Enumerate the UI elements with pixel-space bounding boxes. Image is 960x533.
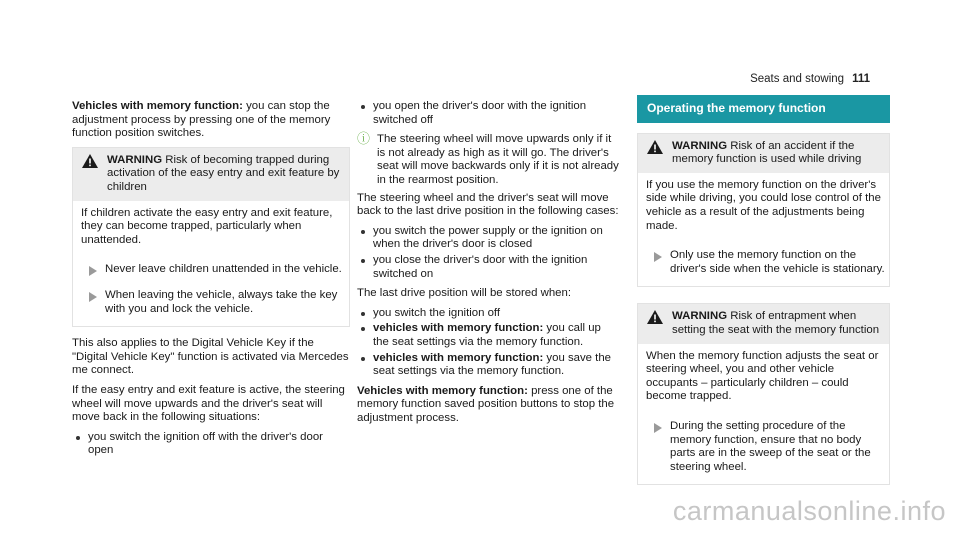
list-item (357, 254, 619, 281)
header-title: Seats and stowing (750, 73, 845, 85)
warning-body: When the memory function adjusts the seat or steering wheel, you and other vehicle occupants – particularly children – could become trapped. (646, 349, 879, 403)
warning-triangle-icon (82, 154, 98, 168)
warning-label: WARNING (672, 310, 728, 323)
warning-header (638, 134, 889, 173)
warning-triangle-icon (647, 140, 663, 154)
step-text: When leaving the vehicle, always take the key with you and lock the vehicle. (105, 288, 338, 315)
info-note-icon: ⓘ (357, 131, 371, 147)
list-item-text: you open the driver's door with the ignition switched off (373, 100, 587, 126)
list-item-bold: vehicles with memory function: (373, 322, 544, 335)
list-item-text: you switch the power supply or the ignition on when the driver's door is closed (373, 224, 603, 251)
bullet-list (357, 307, 619, 379)
list-item (357, 225, 619, 252)
warning-step (73, 255, 349, 281)
warning-label: WARNING (107, 153, 163, 166)
list-item (72, 431, 350, 458)
paragraph: The steering wheel and the driver's seat will move back to the last drive position in the following cases: (357, 191, 619, 218)
final-text: press one of the memory function saved position buttons to stop the adjustment process. (357, 384, 615, 424)
bullet-icon (361, 327, 365, 331)
play-arrow-icon (89, 292, 97, 302)
intro-bold: Vehicles with memory function: (72, 100, 243, 112)
list-item-text: you call up the seat settings via the memory function. (373, 322, 601, 348)
play-arrow-icon (654, 423, 662, 433)
section-title: Operating the memory function (637, 95, 890, 123)
warning-step (638, 412, 889, 484)
watermark: carmanualsonline.info (672, 496, 946, 526)
warning-title: Risk of an accident if the memory function is used while driving (672, 139, 862, 166)
bullet-icon (361, 230, 365, 234)
list-item (357, 322, 619, 349)
paragraph: The last drive position will be stored when: (357, 287, 571, 300)
bullet-icon (361, 312, 365, 316)
warning-title: Risk of entrapment when setting the seat with the memory function (672, 310, 880, 336)
warning-label: WARNING (672, 139, 728, 152)
list-item (357, 307, 619, 321)
info-note (357, 133, 619, 187)
page-header (750, 73, 870, 85)
warning-step (73, 281, 349, 326)
bullet-list (357, 100, 619, 127)
play-arrow-icon (654, 252, 662, 262)
note-text: The steering wheel will move upwards only if it is not already as high as it will go. The driver's seat will move backwards only if it is not already in the rearmost position. (377, 133, 619, 186)
warning-header (638, 304, 889, 343)
warning-body: If you use the memory function on the driver's side while driving, you could lose control of the vehicle as a result of the adjustments being made. (646, 178, 881, 232)
list-item (357, 352, 619, 379)
paragraph: If the easy entry and exit feature is active, the steering wheel will move upwards and the driver's seat will move back in the following situations: (72, 383, 345, 424)
list-item (357, 100, 619, 127)
list-item-text: you save the seat settings via the memory function. (373, 351, 612, 378)
warning-box-entrapment (637, 303, 890, 485)
warning-body: If children activate the easy entry and exit feature, they can become trapped, particularly when unattended. (81, 206, 333, 246)
bullet-icon (361, 105, 365, 109)
warning-triangle-icon (647, 310, 663, 324)
list-item-text: you switch the ignition off (373, 306, 501, 319)
paragraph: This also applies to the Digital Vehicle Key if the "Digital Vehicle Key" function is activated via Mercedes me connect. (72, 337, 349, 377)
bullet-icon (76, 436, 80, 440)
warning-step (638, 241, 889, 286)
intro-paragraph (72, 100, 350, 141)
column-1 (72, 100, 350, 464)
column-2 (357, 100, 619, 431)
list-item-bold: vehicles with memory function: (373, 351, 544, 364)
final-bold: Vehicles with memory function: (357, 384, 528, 397)
step-text: During the setting procedure of the memory function, ensure that no body parts are in the sweep of the seat or the steering wheel. (670, 419, 871, 473)
step-text: Never leave children unattended in the vehicle. (105, 263, 342, 276)
page-number: 111 (852, 73, 870, 85)
bullet-list (357, 225, 619, 281)
warning-box-accident (637, 133, 890, 288)
play-arrow-icon (89, 266, 97, 276)
warning-header (73, 148, 349, 201)
intro-text: you can stop the adjustment process by pressing one of the memory function position switches. (72, 100, 331, 140)
list-item-text: you close the driver's door with the ignition switched on (373, 253, 588, 280)
list-item-text: you switch the ignition off with the driver's door open (88, 430, 323, 457)
warning-title: Risk of becoming trapped during activation of the easy entry and exit feature by children (107, 153, 340, 193)
step-text: Only use the memory function on the driver's side when the vehicle is stationary. (670, 249, 885, 275)
column-3 (637, 95, 890, 495)
final-paragraph (357, 385, 619, 426)
warning-box-trapped (72, 147, 350, 327)
bullet-icon (361, 259, 365, 263)
bullet-list (72, 431, 350, 458)
bullet-icon (361, 357, 365, 361)
